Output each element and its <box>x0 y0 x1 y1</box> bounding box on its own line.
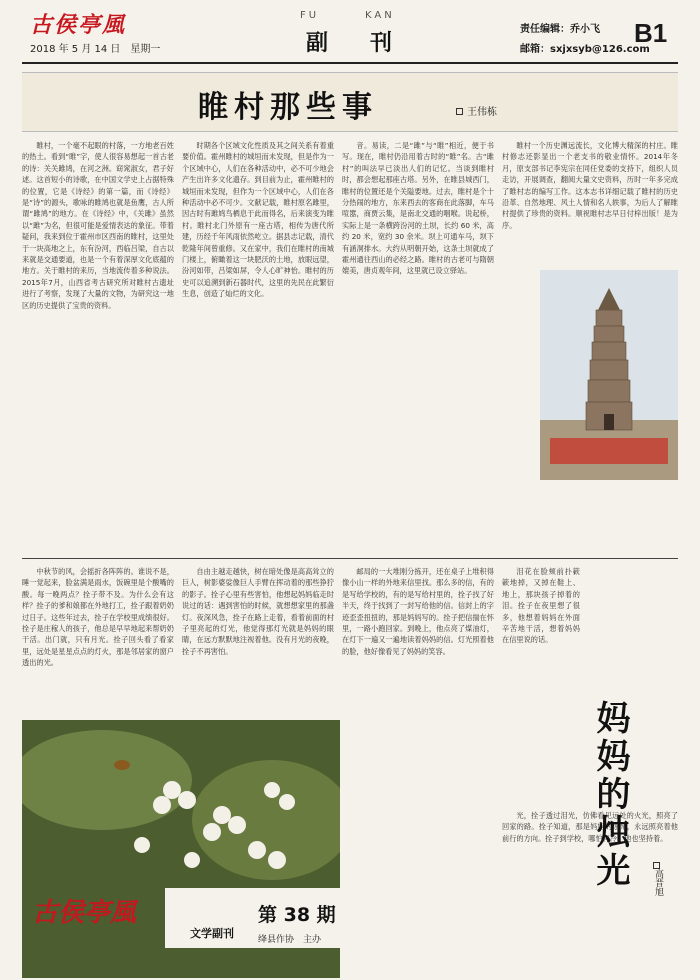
paragraph: 中秋节的风，会摇折各阵阵的。谁说不是，睡一觉起来，脸盆满是雨水，饭碗里是个酸嘴的酸。每一晚两点？拴子带不及。为什么会有这样？拴子的爹和娘都在外地打工，拴子跟着奶奶过日子。这些年过去，拴子在学校里成绩很好。拴子是庄稼人的孩子，他总是早早地起来帮奶奶干活。出门就，只有月光。拴子回头看了看家里，远处是星星点点的灯火，那是邻居家的窗户透出的光。 <box>22 567 174 668</box>
story-column-1 <box>22 566 174 716</box>
footer-host: 绛县作协 主办 <box>258 935 322 945</box>
author: 王伟栋 <box>467 107 497 118</box>
story-byline <box>652 862 665 896</box>
paragraph: 邮局的一大堆刚分拣开，还在桌子上堆积得像小山一样的外地来信里找。那么多的信，有的是写给学校的，有的是写给村里的，拴子找了好半天，终于找到了一封写给他的信。信封上的字迹歪歪扭扭的，那是妈妈写的。拴子把信揣在怀里，一路小跑回家。到晚上，他点亮了煤油灯，在灯下一遍又一遍地读着妈妈的信。灯光照着他的脸，他好像看见了妈妈的笑容。 <box>342 567 494 656</box>
story-author: 高晋旭 <box>653 869 663 896</box>
section-title: 副 刊 <box>306 30 403 56</box>
square-icon <box>456 108 463 115</box>
headline: 睢村那些事 <box>198 90 378 125</box>
paragraph: 自由主越走越快，树在暗处像是高高耸立的巨人，树影婆娑像巨人手臂在挥动着的那些狰狞的影子。拴子心里有些害怕，他想起妈妈临走时说过的话：遇到害怕的时候，就想想家里的那盏灯。夜深风急，拴子在路上走着，看着前面的村子里亮起的灯光，他觉得那灯光就是妈妈的眼睛，在远方默默地注视着他。没有月光的夜晚，拴子不再害怕。 <box>182 567 334 656</box>
section-divider <box>22 558 678 559</box>
article-column-4 <box>502 140 678 268</box>
pagoda-photo <box>540 270 678 480</box>
editor: 责任编辑：乔小飞 <box>520 24 600 35</box>
paragraph: 睢村一个历史渊远流长，文化博大精深的村庄。睢村修志还影显出一个老支书的敬业情怀。2014年冬月，原支部书记李宪宗在同任党委的支持下，组织人员走访，开展调查，翻阅大量文史资料，历时一年多完成了睢村志的编写工作。这本志书详细记载了睢村的历史沿革、自然地理、风土人情和名人轶事，为后人了解睢村提供了珍贵的资料。顺祝睢村志早日付梓出版！是为序。 <box>502 141 678 230</box>
square-icon <box>653 862 660 869</box>
paragraph: 时期各个区域文化性质及其之间关系有着重要价值。霍州睢村的城垣而未发现，但是作为一个区域中心，人们在各种活动中，必不可少地会产生出许多文化遗存。到目前为止，霍州睢村的城垣而未发现，但作为一个区域中心，人们在各种活动中必不可少。文献记载，睢村原名雎里，因古时有雎鸠鸟栖息于此而得名，后来演变为睢村。睢村北门外原有一座古塔，相传为唐代所建，历经千年风雨依然屹立。据县志记载，清代乾隆年间曾重修。又在家中，我们在睢村的南城门楼上，俯瞰着这一块肥沃的土地，放眼远望，汾河如带，吕梁如屏，令人心旷神怡。睢村的历史可以追溯到新石器时代，这里的先民在此繁衍生息，创造了灿烂的文化。 <box>182 141 334 299</box>
footer-section: 文学副刊 <box>190 927 234 940</box>
story-column-4 <box>502 566 580 806</box>
article-column-3 <box>342 140 494 550</box>
paragraph: 光，拴子透过泪光，仿佛看见远处的火光，照亮了回家的路。拴子知道，那是妈妈的烛光，永远照亮着他前行的方向。拴子到学校，哪怕再冷，他也坚持着。 <box>502 811 678 843</box>
masthead-rule <box>22 62 678 64</box>
newspaper-logo: 古侯亭風 <box>30 12 127 38</box>
masthead <box>0 0 700 62</box>
story-title: 妈妈的烛光 <box>590 700 630 890</box>
section-pinyin-fu: FU <box>300 10 320 21</box>
article-column-1 <box>22 140 174 550</box>
story-column-2 <box>182 566 334 716</box>
paragraph: 睢村，一个毫不起眼的村落，一方地老百姓的热土。看到“睢”字，使人很容易想起一首古老的诗：关关雎鸠，在河之洲。窈窕淑女，君子好逑。这首短小的诗歌，在中国文学史上占据特殊的位置，它是《诗经》的第一篇，而《诗经》是“诗”的源头，歌咏的睢鸠也就是鱼鹰，古人所谓“雎鸠”的地方。在《诗经》中，《关雎》虽然以“雎”为名，但很可能是爱情表达的象征。带着疑问，我来到位于霍州市区西南的睢村，这里处于一块高地之上，东有汾河，西临吕梁，自古以来就是交通要道，也是一个有着深厚文化底蕴的地方。关于睢村的来历，当地流传着多种说法。2015年7月，山西省考古研究所对睢村古遗址进行了考察，发现了大量的文物，为研究这一地区的历史提供了宝贵的资料。 <box>22 141 174 310</box>
paragraph: 泪花在脸颊前扑簌簌地掉，又掉在鞋上、地上，那块孩子掉着的泪。拴子在夜里想了很多，他想着妈妈在外面辛苦地干活，想着妈妈在信里说的话。 <box>502 567 580 645</box>
page-number: B1 <box>634 18 668 48</box>
footer-issue: 第 38 期 <box>258 904 336 926</box>
issue-date: 2018 年 5 月 14 日 星期一 <box>30 44 161 55</box>
byline <box>456 103 497 118</box>
section-pinyin-kan: KAN <box>365 10 395 21</box>
footer-logo: 古侯亭風 <box>32 898 137 928</box>
article-column-2 <box>182 140 334 550</box>
story-column-3 <box>342 566 494 978</box>
email: 邮箱：sxjxsyb@126.com <box>520 44 650 55</box>
paragraph: 音。易读，二是“雎”与“睢”相近，便于书写。现在，睢村仍沿用着古时的“睢”名。古“雎村”的叫法早已淡出人们的记忆。当谈到睢村时，都会想起那座古塔。另外，在睢县城西门，睢村的位置还是个关隘要地。过去，睢村是个十分热闹的地方，东来西去的客商在此落脚，车马喧嚣，商贾云集，是南北交通的咽喉。说起桥，实际上是一条横跨汾河的土坝，长约 60 米，高约 20 米，宽约 30 余米。坝上可通车马，坝下有涵洞排水。大约从明朝开始，这条土坝就成了霍州通往西山的必经之路。睢村的古老可与隋朝媲美，唐贞观年间，这里就已设立驿站。 <box>342 141 494 276</box>
